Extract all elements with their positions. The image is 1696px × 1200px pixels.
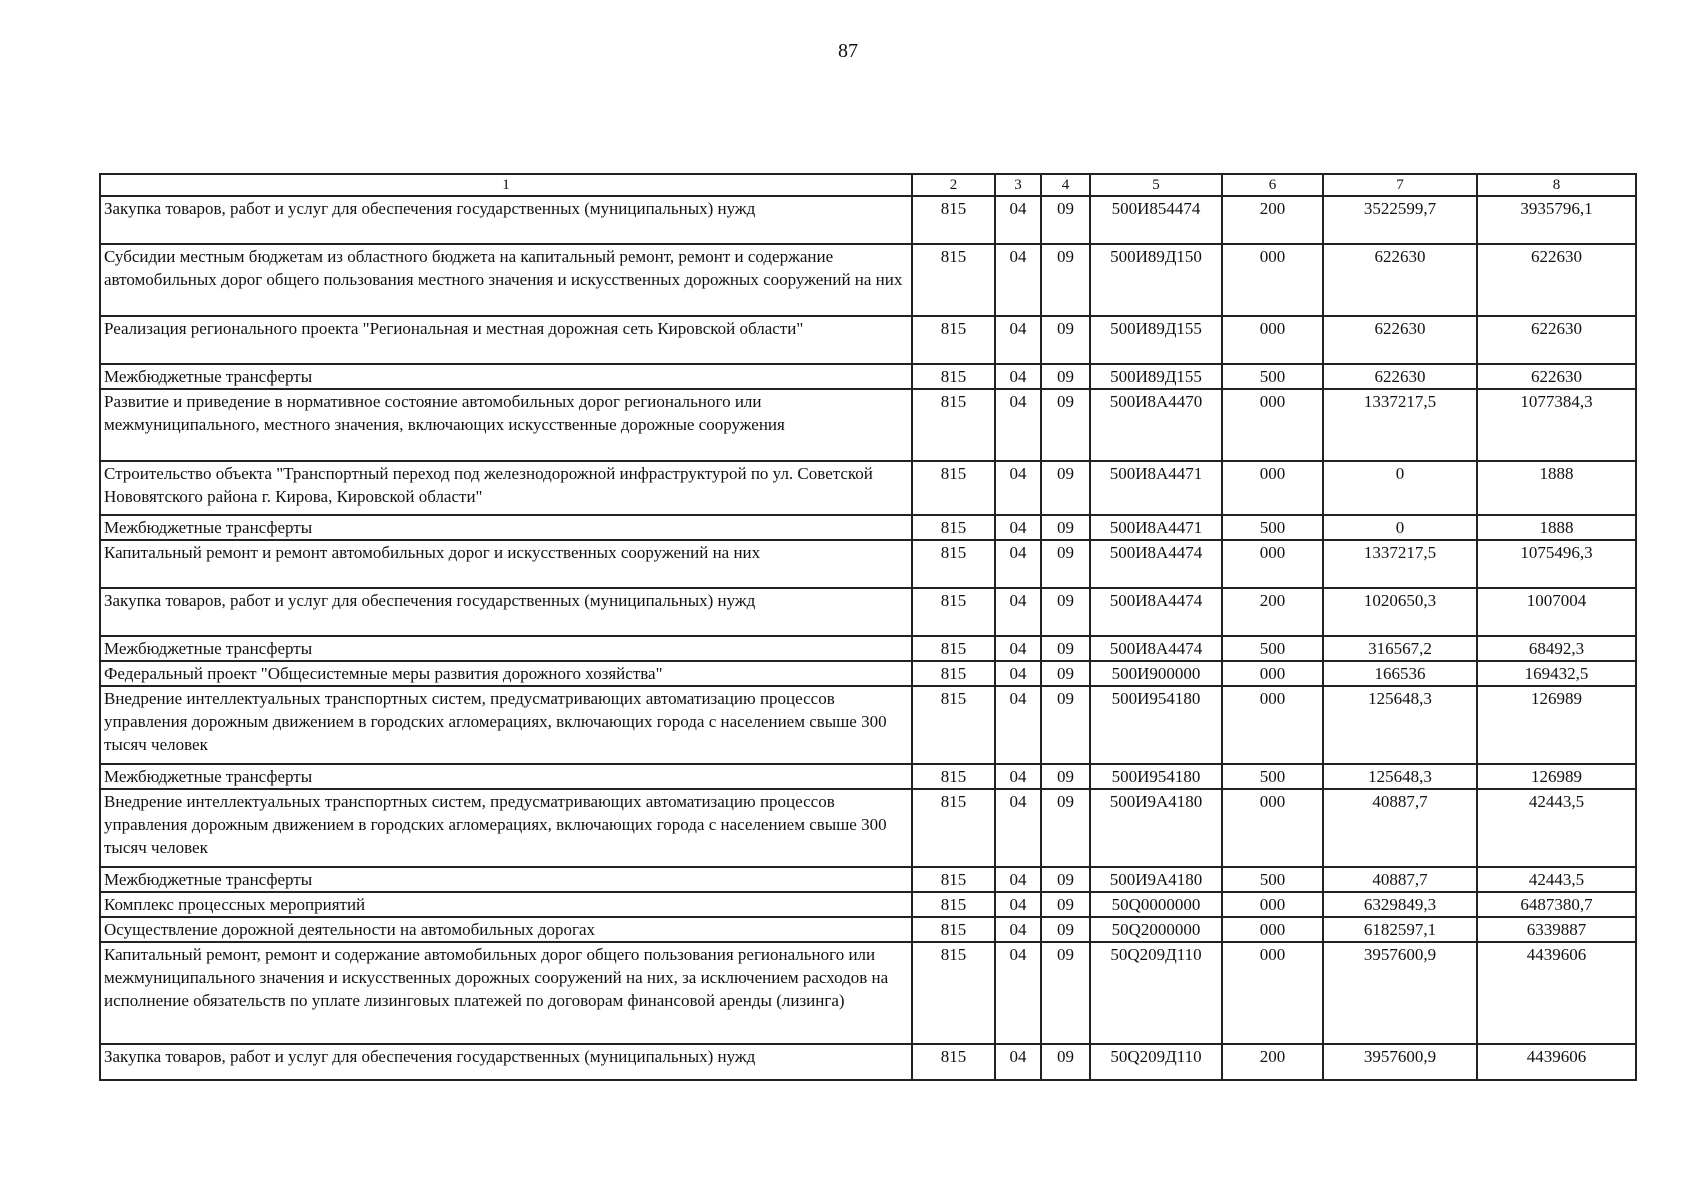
table-row xyxy=(100,867,1636,892)
row-ved-cell: 815 xyxy=(912,196,995,244)
column-header: 1 xyxy=(100,174,912,196)
row-target-article-cell: 500И900000 xyxy=(1090,661,1222,686)
row-subsection-cell: 09 xyxy=(1041,196,1090,244)
row-section-cell: 04 xyxy=(995,917,1041,942)
table-row xyxy=(100,540,1636,588)
row-ved-cell: 815 xyxy=(912,244,995,316)
row-target-article-cell: 500И89Д155 xyxy=(1090,316,1222,364)
row-name-cell: Развитие и приведение в нормативное состояние автомобильных дорог регионального или межмуниципального, местного значения, включающих искусственные дорожные сооружения xyxy=(100,389,912,461)
row-name-cell: Закупка товаров, работ и услуг для обеспечения государственных (муниципальных) нужд xyxy=(100,588,912,636)
row-amount-year2-cell: 3935796,1 xyxy=(1477,196,1636,244)
row-amount-year1-cell: 6329849,3 xyxy=(1323,892,1477,917)
row-ved-cell: 815 xyxy=(912,917,995,942)
row-amount-year1-cell: 3957600,9 xyxy=(1323,942,1477,1044)
table-row xyxy=(100,196,1636,244)
row-target-article-cell: 50Q0000000 xyxy=(1090,892,1222,917)
row-amount-year1-cell: 125648,3 xyxy=(1323,764,1477,789)
row-amount-year2-cell: 126989 xyxy=(1477,764,1636,789)
row-amount-year1-cell: 0 xyxy=(1323,515,1477,540)
table-row xyxy=(100,686,1636,764)
row-target-article-cell: 500И954180 xyxy=(1090,764,1222,789)
row-name-cell: Закупка товаров, работ и услуг для обеспечения государственных (муниципальных) нужд xyxy=(100,1044,912,1080)
row-section-cell: 04 xyxy=(995,636,1041,661)
row-section-cell: 04 xyxy=(995,764,1041,789)
row-subsection-cell: 09 xyxy=(1041,389,1090,461)
row-amount-year1-cell: 1020650,3 xyxy=(1323,588,1477,636)
row-name-cell: Межбюджетные трансферты xyxy=(100,764,912,789)
row-ved-cell: 815 xyxy=(912,942,995,1044)
row-amount-year1-cell: 166536 xyxy=(1323,661,1477,686)
row-target-article-cell: 500И954180 xyxy=(1090,686,1222,764)
row-subsection-cell: 09 xyxy=(1041,867,1090,892)
row-name-cell: Комплекс процессных мероприятий xyxy=(100,892,912,917)
row-target-article-cell: 500И8А4471 xyxy=(1090,461,1222,515)
row-amount-year1-cell: 40887,7 xyxy=(1323,867,1477,892)
row-amount-year1-cell: 3957600,9 xyxy=(1323,1044,1477,1080)
row-name-cell: Осуществление дорожной деятельности на автомобильных дорогах xyxy=(100,917,912,942)
row-subsection-cell: 09 xyxy=(1041,364,1090,389)
row-section-cell: 04 xyxy=(995,867,1041,892)
row-section-cell: 04 xyxy=(995,892,1041,917)
row-section-cell: 04 xyxy=(995,364,1041,389)
row-ved-cell: 815 xyxy=(912,867,995,892)
row-name-cell: Капитальный ремонт, ремонт и содержание автомобильных дорог общего пользования регионального или межмуниципального значения и искусственных дорожных сооружений на них, за исключением расходов на исполнение обязательств по уплате лизинговых платежей по договорам финансовой аренды (лизинга) xyxy=(100,942,912,1044)
row-amount-year2-cell: 622630 xyxy=(1477,316,1636,364)
row-amount-year2-cell: 622630 xyxy=(1477,364,1636,389)
row-expense-type-cell: 000 xyxy=(1222,461,1323,515)
table-row xyxy=(100,892,1636,917)
row-name-cell: Межбюджетные трансферты xyxy=(100,515,912,540)
table-row xyxy=(100,461,1636,515)
row-expense-type-cell: 200 xyxy=(1222,1044,1323,1080)
row-target-article-cell: 500И854474 xyxy=(1090,196,1222,244)
row-ved-cell: 815 xyxy=(912,588,995,636)
row-amount-year1-cell: 1337217,5 xyxy=(1323,389,1477,461)
row-amount-year1-cell: 40887,7 xyxy=(1323,789,1477,867)
column-header: 6 xyxy=(1222,174,1323,196)
row-amount-year2-cell: 622630 xyxy=(1477,244,1636,316)
table-row xyxy=(100,661,1636,686)
row-section-cell: 04 xyxy=(995,515,1041,540)
row-expense-type-cell: 000 xyxy=(1222,661,1323,686)
row-subsection-cell: 09 xyxy=(1041,789,1090,867)
row-amount-year2-cell: 42443,5 xyxy=(1477,867,1636,892)
row-section-cell: 04 xyxy=(995,389,1041,461)
row-amount-year1-cell: 316567,2 xyxy=(1323,636,1477,661)
row-ved-cell: 815 xyxy=(912,316,995,364)
row-amount-year1-cell: 1337217,5 xyxy=(1323,540,1477,588)
row-subsection-cell: 09 xyxy=(1041,917,1090,942)
row-amount-year1-cell: 622630 xyxy=(1323,244,1477,316)
row-section-cell: 04 xyxy=(995,461,1041,515)
row-target-article-cell: 500И8А4474 xyxy=(1090,540,1222,588)
page-number: 87 xyxy=(838,40,858,62)
row-expense-type-cell: 000 xyxy=(1222,540,1323,588)
row-section-cell: 04 xyxy=(995,1044,1041,1080)
row-subsection-cell: 09 xyxy=(1041,461,1090,515)
row-section-cell: 04 xyxy=(995,196,1041,244)
row-section-cell: 04 xyxy=(995,661,1041,686)
row-amount-year2-cell: 6487380,7 xyxy=(1477,892,1636,917)
row-amount-year2-cell: 169432,5 xyxy=(1477,661,1636,686)
row-amount-year2-cell: 1077384,3 xyxy=(1477,389,1636,461)
row-subsection-cell: 09 xyxy=(1041,515,1090,540)
row-subsection-cell: 09 xyxy=(1041,540,1090,588)
row-name-cell: Межбюджетные трансферты xyxy=(100,636,912,661)
table-row xyxy=(100,917,1636,942)
row-section-cell: 04 xyxy=(995,316,1041,364)
row-amount-year2-cell: 4439606 xyxy=(1477,1044,1636,1080)
row-amount-year2-cell: 1007004 xyxy=(1477,588,1636,636)
row-subsection-cell: 09 xyxy=(1041,686,1090,764)
table-row xyxy=(100,389,1636,461)
row-expense-type-cell: 000 xyxy=(1222,389,1323,461)
row-subsection-cell: 09 xyxy=(1041,636,1090,661)
row-name-cell: Федеральный проект "Общесистемные меры развития дорожного хозяйства" xyxy=(100,661,912,686)
header-row xyxy=(100,174,1636,196)
row-ved-cell: 815 xyxy=(912,686,995,764)
row-subsection-cell: 09 xyxy=(1041,892,1090,917)
row-expense-type-cell: 500 xyxy=(1222,636,1323,661)
column-header: 7 xyxy=(1323,174,1477,196)
row-expense-type-cell: 000 xyxy=(1222,942,1323,1044)
row-name-cell: Реализация регионального проекта "Региональная и местная дорожная сеть Кировской области" xyxy=(100,316,912,364)
row-name-cell: Капитальный ремонт и ремонт автомобильных дорог и искусственных сооружений на них xyxy=(100,540,912,588)
table-row xyxy=(100,764,1636,789)
row-name-cell: Субсидии местным бюджетам из областного бюджета на капитальный ремонт, ремонт и содержание автомобильных дорог общего пользования местного значения и искусственных дорожных сооружений на них xyxy=(100,244,912,316)
row-section-cell: 04 xyxy=(995,244,1041,316)
row-expense-type-cell: 000 xyxy=(1222,789,1323,867)
row-subsection-cell: 09 xyxy=(1041,1044,1090,1080)
row-target-article-cell: 500И89Д155 xyxy=(1090,364,1222,389)
column-header: 8 xyxy=(1477,174,1636,196)
table-row xyxy=(100,364,1636,389)
budget-table xyxy=(99,173,1637,1081)
row-expense-type-cell: 200 xyxy=(1222,588,1323,636)
row-expense-type-cell: 000 xyxy=(1222,917,1323,942)
column-header: 4 xyxy=(1041,174,1090,196)
row-name-cell: Внедрение интеллектуальных транспортных систем, предусматривающих автоматизацию процессов управления дорожным движением в городских агломерациях, включающих города с населением свыше 300 тысяч человек xyxy=(100,789,912,867)
row-target-article-cell: 500И89Д150 xyxy=(1090,244,1222,316)
row-target-article-cell: 50Q2000000 xyxy=(1090,917,1222,942)
table-row xyxy=(100,244,1636,316)
row-expense-type-cell: 200 xyxy=(1222,196,1323,244)
table-row xyxy=(100,588,1636,636)
column-header: 3 xyxy=(995,174,1041,196)
row-amount-year2-cell: 6339887 xyxy=(1477,917,1636,942)
table-row xyxy=(100,636,1636,661)
row-amount-year2-cell: 1888 xyxy=(1477,461,1636,515)
row-amount-year1-cell: 622630 xyxy=(1323,364,1477,389)
row-ved-cell: 815 xyxy=(912,661,995,686)
row-expense-type-cell: 500 xyxy=(1222,867,1323,892)
row-name-cell: Межбюджетные трансферты xyxy=(100,364,912,389)
row-target-article-cell: 500И9А4180 xyxy=(1090,789,1222,867)
row-ved-cell: 815 xyxy=(912,515,995,540)
row-ved-cell: 815 xyxy=(912,389,995,461)
row-amount-year2-cell: 42443,5 xyxy=(1477,789,1636,867)
row-section-cell: 04 xyxy=(995,588,1041,636)
row-ved-cell: 815 xyxy=(912,892,995,917)
row-amount-year2-cell: 68492,3 xyxy=(1477,636,1636,661)
row-ved-cell: 815 xyxy=(912,1044,995,1080)
row-amount-year2-cell: 126989 xyxy=(1477,686,1636,764)
row-ved-cell: 815 xyxy=(912,764,995,789)
row-target-article-cell: 500И8А4474 xyxy=(1090,636,1222,661)
row-target-article-cell: 500И8А4471 xyxy=(1090,515,1222,540)
row-name-cell: Внедрение интеллектуальных транспортных систем, предусматривающих автоматизацию процессов управления дорожным движением в городских агломерациях, включающих города с населением свыше 300 тысяч человек xyxy=(100,686,912,764)
row-expense-type-cell: 500 xyxy=(1222,515,1323,540)
row-amount-year1-cell: 622630 xyxy=(1323,316,1477,364)
row-expense-type-cell: 500 xyxy=(1222,764,1323,789)
table-row xyxy=(100,316,1636,364)
row-subsection-cell: 09 xyxy=(1041,244,1090,316)
table-row xyxy=(100,789,1636,867)
row-section-cell: 04 xyxy=(995,540,1041,588)
row-ved-cell: 815 xyxy=(912,636,995,661)
row-subsection-cell: 09 xyxy=(1041,661,1090,686)
column-header: 5 xyxy=(1090,174,1222,196)
table-row xyxy=(100,942,1636,1044)
row-target-article-cell: 50Q209Д110 xyxy=(1090,942,1222,1044)
row-subsection-cell: 09 xyxy=(1041,764,1090,789)
row-expense-type-cell: 000 xyxy=(1222,686,1323,764)
row-amount-year2-cell: 1888 xyxy=(1477,515,1636,540)
row-ved-cell: 815 xyxy=(912,540,995,588)
table-row xyxy=(100,1044,1636,1080)
row-target-article-cell: 500И8А4474 xyxy=(1090,588,1222,636)
row-name-cell: Межбюджетные трансферты xyxy=(100,867,912,892)
row-amount-year1-cell: 6182597,1 xyxy=(1323,917,1477,942)
row-target-article-cell: 500И9А4180 xyxy=(1090,867,1222,892)
row-ved-cell: 815 xyxy=(912,461,995,515)
row-target-article-cell: 50Q209Д110 xyxy=(1090,1044,1222,1080)
table-body xyxy=(100,196,1636,1080)
row-expense-type-cell: 000 xyxy=(1222,892,1323,917)
row-expense-type-cell: 000 xyxy=(1222,316,1323,364)
row-ved-cell: 815 xyxy=(912,364,995,389)
row-section-cell: 04 xyxy=(995,942,1041,1044)
column-header: 2 xyxy=(912,174,995,196)
row-target-article-cell: 500И8А4470 xyxy=(1090,389,1222,461)
table-row xyxy=(100,515,1636,540)
row-subsection-cell: 09 xyxy=(1041,316,1090,364)
row-section-cell: 04 xyxy=(995,789,1041,867)
row-name-cell: Закупка товаров, работ и услуг для обеспечения государственных (муниципальных) нужд xyxy=(100,196,912,244)
row-amount-year1-cell: 3522599,7 xyxy=(1323,196,1477,244)
row-amount-year2-cell: 4439606 xyxy=(1477,942,1636,1044)
row-amount-year1-cell: 0 xyxy=(1323,461,1477,515)
row-name-cell: Строительство объекта "Транспортный переход под железнодорожной инфраструктурой по ул. Советской Нововятского района г. Кирова, Кировской области" xyxy=(100,461,912,515)
row-expense-type-cell: 500 xyxy=(1222,364,1323,389)
row-amount-year1-cell: 125648,3 xyxy=(1323,686,1477,764)
row-section-cell: 04 xyxy=(995,686,1041,764)
row-subsection-cell: 09 xyxy=(1041,942,1090,1044)
row-subsection-cell: 09 xyxy=(1041,588,1090,636)
row-amount-year2-cell: 1075496,3 xyxy=(1477,540,1636,588)
row-ved-cell: 815 xyxy=(912,789,995,867)
row-expense-type-cell: 000 xyxy=(1222,244,1323,316)
